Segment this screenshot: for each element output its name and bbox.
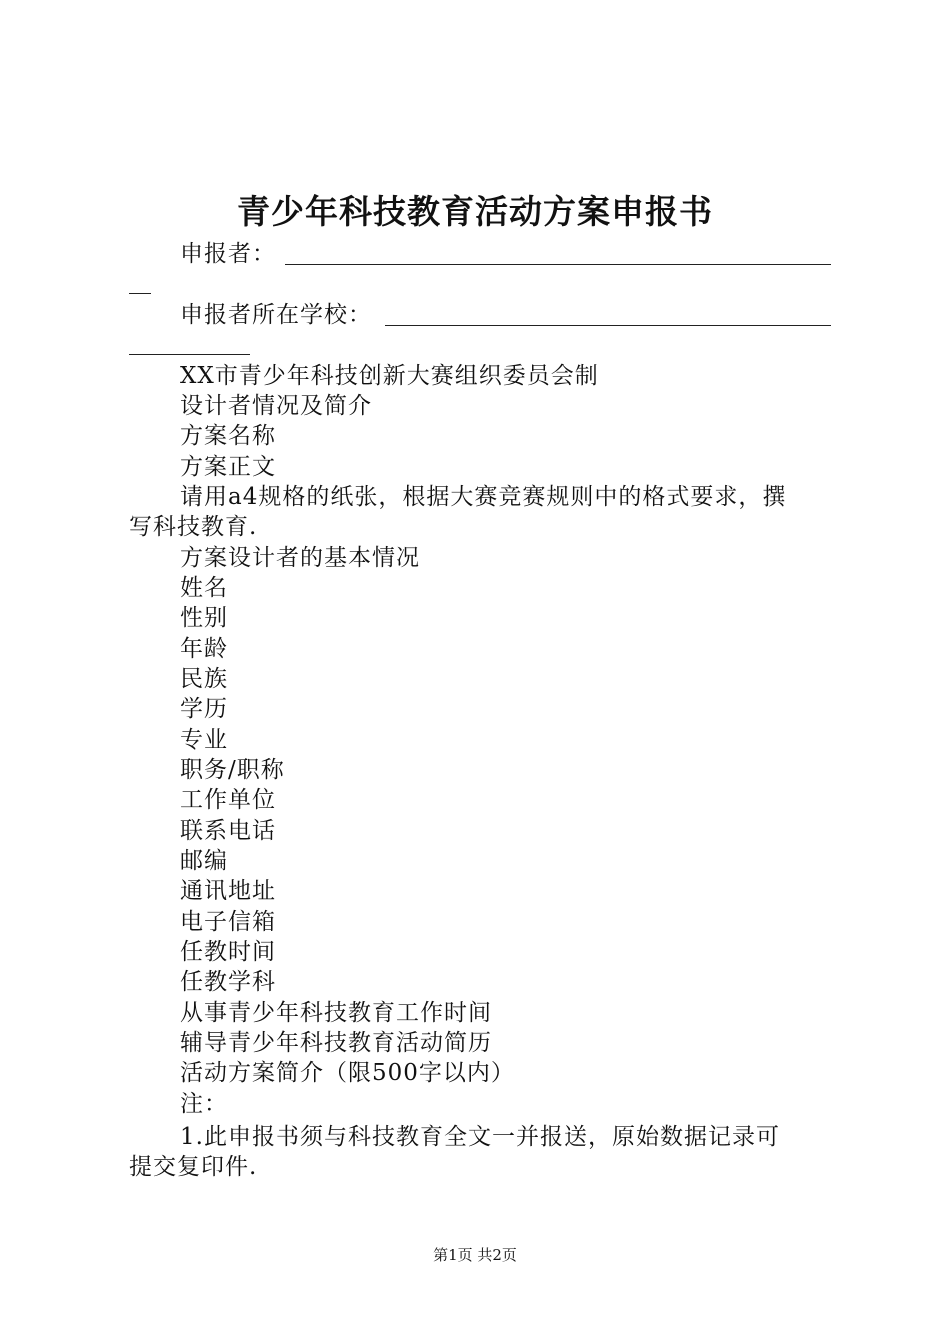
applicant-underline-cont	[129, 293, 151, 294]
school-label: 申报者所在学校：	[180, 302, 372, 328]
field-label: 电子信箱	[180, 909, 276, 935]
field-label: 性别	[180, 605, 228, 631]
field-label: 联系电话	[180, 818, 276, 844]
field-label: 任教时间	[180, 939, 276, 965]
field-label: 学历	[180, 696, 228, 722]
instruction-text-cont: 写科技教育.	[129, 514, 258, 540]
field-label: 邮编	[180, 848, 228, 874]
document-title: 青少年科技教育活动方案申报书	[237, 192, 713, 231]
field-label: 活动方案简介（限500字以内）	[180, 1060, 515, 1086]
field-label: 通讯地址	[180, 878, 276, 904]
school-underline-cont	[129, 354, 250, 355]
note-item: 1.此申报书须与科技教育全文一并报送，原始数据记录可	[180, 1124, 780, 1150]
field-label: 辅导青少年科技教育活动简历	[180, 1030, 492, 1056]
field-label: 专业	[180, 727, 228, 753]
organizer-text: XX市青少年科技创新大赛组织委员会制	[180, 363, 599, 389]
school-underline	[385, 325, 831, 326]
field-label: 任教学科	[180, 969, 276, 995]
applicant-underline	[285, 264, 831, 265]
note-label: 注：	[180, 1091, 228, 1117]
field-label: 工作单位	[180, 787, 276, 813]
applicant-label: 申报者：	[180, 241, 276, 267]
note-item-cont: 提交复印件.	[129, 1154, 258, 1180]
instruction-text: 请用a4规格的纸张，根据大赛竞赛规则中的格式要求，撰	[180, 484, 787, 510]
section-basic-info: 方案设计者的基本情况	[180, 545, 420, 571]
field-label: 从事青少年科技教育工作时间	[180, 1000, 492, 1026]
field-label: 民族	[180, 666, 228, 692]
section-plan-name: 方案名称	[180, 423, 276, 449]
section-designer-intro: 设计者情况及简介	[180, 393, 372, 419]
field-label: 年龄	[180, 636, 228, 662]
section-plan-text: 方案正文	[180, 454, 276, 480]
field-label: 职务/职称	[180, 757, 285, 783]
page-footer: 第1页 共2页	[433, 1246, 517, 1264]
field-label: 姓名	[180, 575, 228, 601]
